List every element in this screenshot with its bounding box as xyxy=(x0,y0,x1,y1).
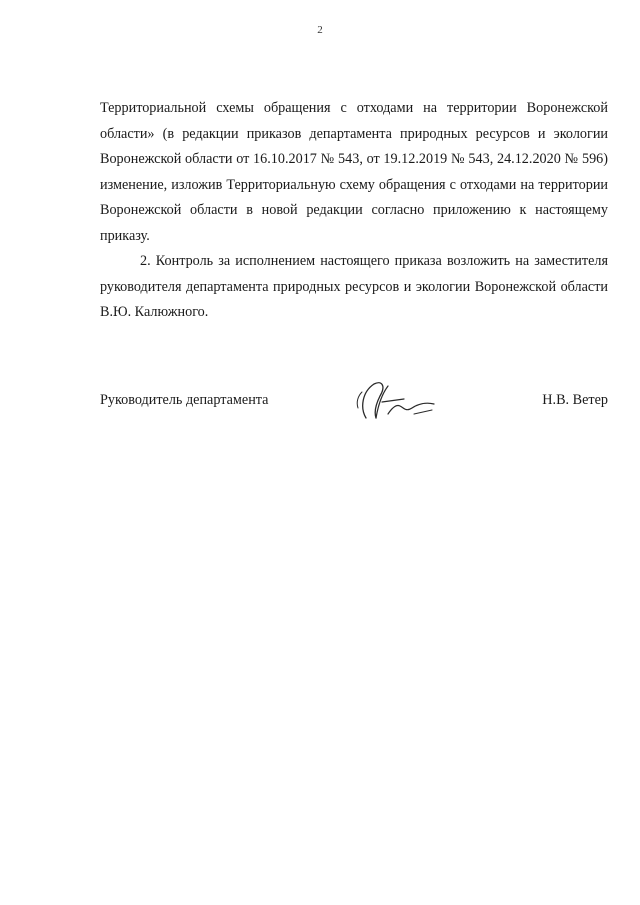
paragraph-item-2: 2. Контроль за исполнением настоящего приказа возложить на заместителя руководителя департамента природных ресурсов и экологии Воронежской области В.Ю. Калюжного. xyxy=(100,253,608,320)
signer-name: Н.В. Ветер xyxy=(542,392,608,408)
page-number: 2 xyxy=(317,24,323,36)
signature-block xyxy=(100,378,608,428)
signer-title: Руководитель департамента xyxy=(100,392,269,408)
paragraph-continuation: Территориальной схемы обращения с отходами на территории Воронежской области» (в редакции приказов департамента природных ресурсов и экологии Воронежской области от 16.10.2017 № 543, от 19.12.2019 № 543, 24.12.2020 № 596) изменение, изложив Территориальную схему обращения с отходами на территории Воронежской области в новой редакции согласно приложению к настоящему приказу. xyxy=(100,100,608,244)
document-body xyxy=(100,96,608,326)
handwritten-signature xyxy=(352,378,452,424)
